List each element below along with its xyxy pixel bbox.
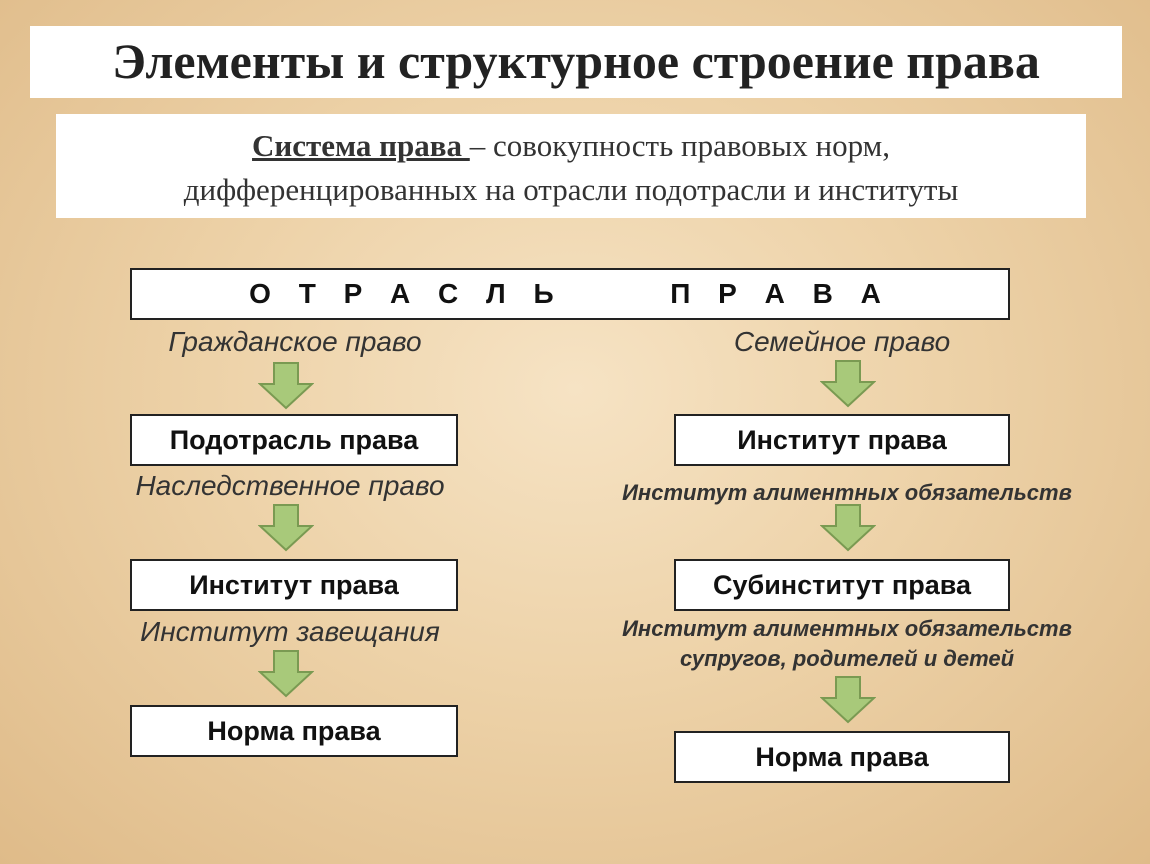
left-institute-box: Институт права xyxy=(130,559,458,611)
right-example-alimony-institute: Институт алиментных обязательств xyxy=(622,480,1072,505)
down-arrow-icon xyxy=(820,676,876,724)
definition-panel xyxy=(56,114,1086,218)
down-arrow-icon xyxy=(258,650,314,698)
definition-line-1 xyxy=(56,128,1086,164)
definition-text-1: – совокупность правовых норм, xyxy=(469,128,890,163)
subbranch-box: Подотрасль права xyxy=(130,414,458,466)
right-norm-box: Норма права xyxy=(674,731,1010,783)
down-arrow-icon xyxy=(820,360,876,408)
right-example-alimony-subinstitute-line-2: супругов, родителей и детей xyxy=(679,646,1015,671)
left-norm-box: Норма права xyxy=(130,705,458,757)
left-example-inheritance-law: Наследственное право xyxy=(135,470,445,501)
definition-line-2: дифференцированных на отрасли подотрасли и институты xyxy=(183,172,959,207)
subinstitute-box: Субинститут права xyxy=(674,559,1010,611)
left-example-civil-law: Гражданское право xyxy=(168,326,422,357)
title-banner xyxy=(30,26,1122,98)
down-arrow-icon xyxy=(258,504,314,552)
branch-of-law-box: О Т Р А С Л Ь П Р А В А xyxy=(130,268,1010,320)
right-example-alimony-subinstitute-line-1: Институт алиментных обязательств xyxy=(622,616,1072,641)
down-arrow-icon xyxy=(258,362,314,410)
down-arrow-icon xyxy=(820,504,876,552)
definition-term: Система права xyxy=(252,128,470,163)
page-title: Элементы и структурное строение права xyxy=(112,33,1040,89)
left-example-will-institute: Институт завещания xyxy=(140,616,440,647)
right-example-family-law: Семейное право xyxy=(733,326,951,357)
right-institute-box: Институт права xyxy=(674,414,1010,466)
